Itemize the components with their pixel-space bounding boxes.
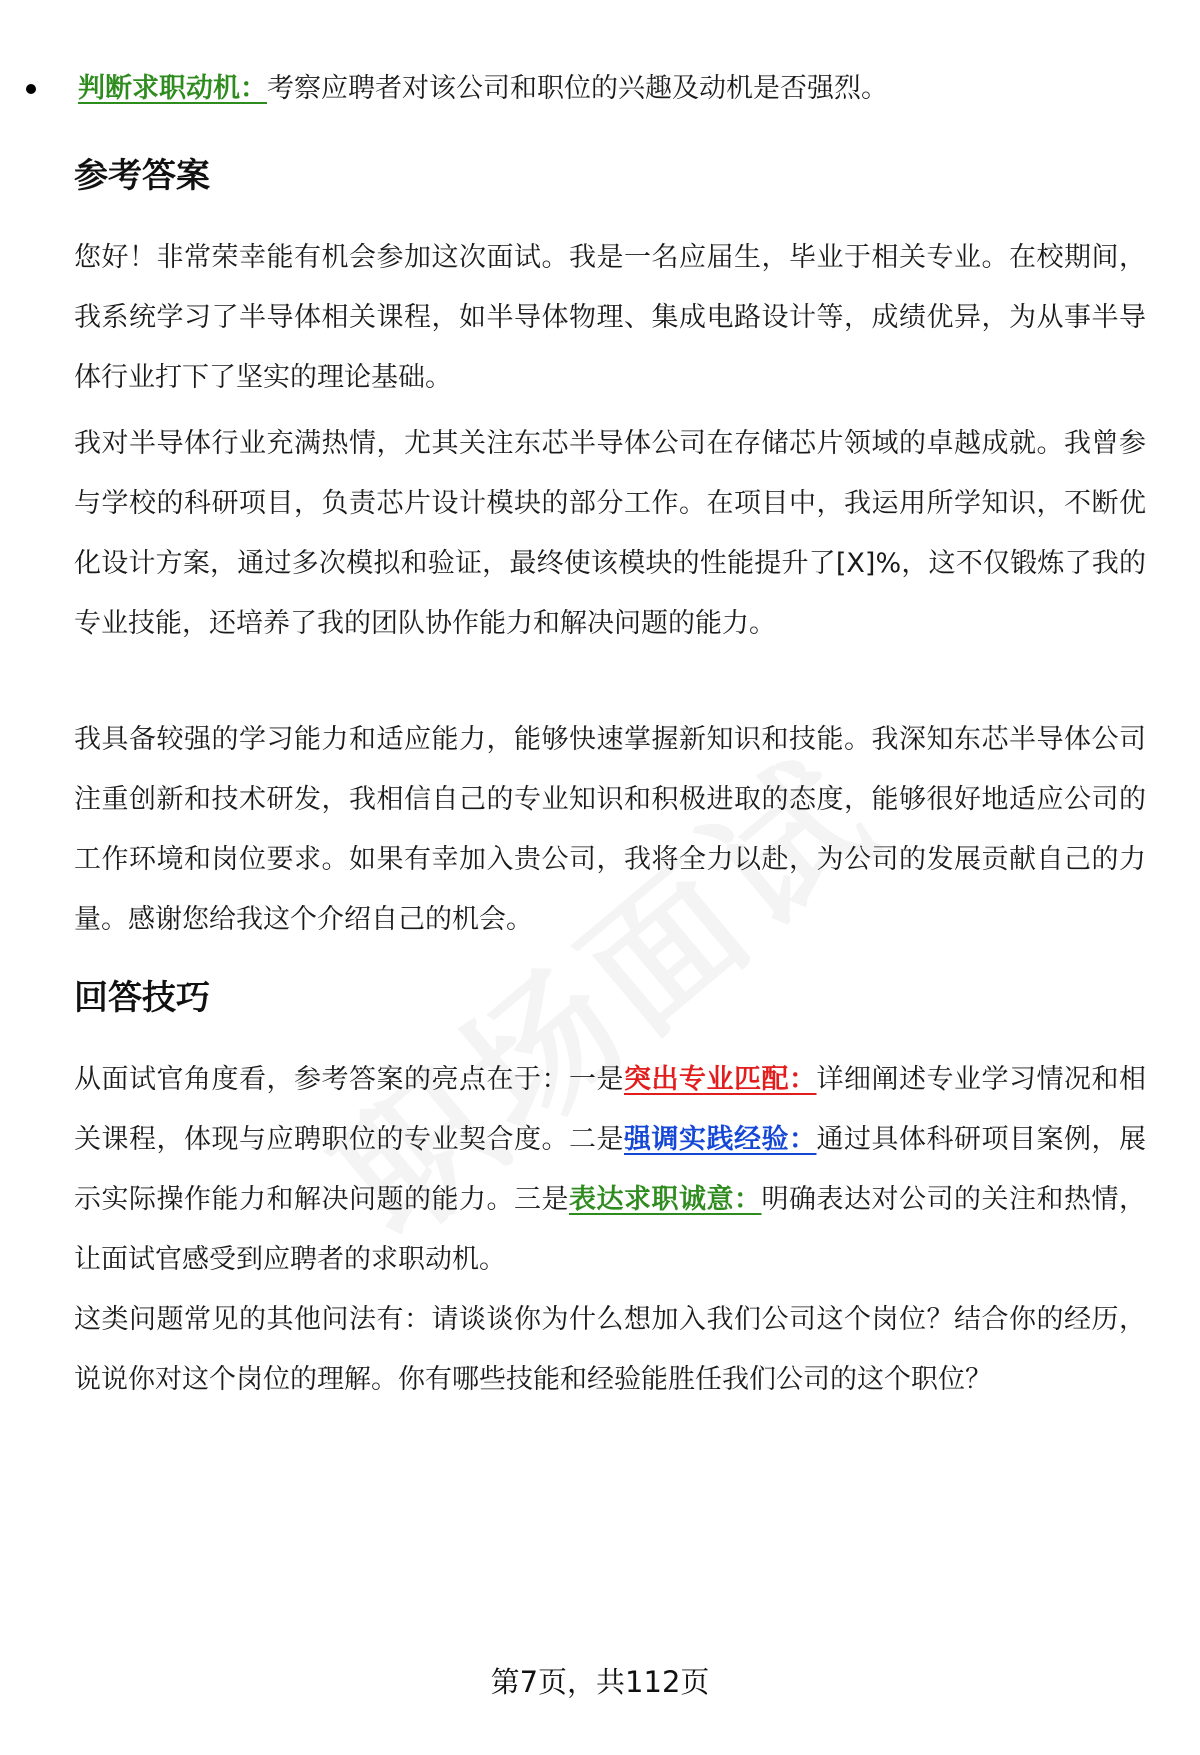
tip-text-professional-match: 详细阐述专业学习情况和相关课程，体现与应聘职位的专业契合度。二是 bbox=[74, 1064, 1146, 1155]
page-footer: 第7页，共112页 bbox=[490, 1665, 710, 1699]
tips-paragraph bbox=[74, 1050, 1146, 1290]
tips-intro: 从面试官角度看，参考答案的亮点在于：一是 bbox=[74, 1064, 624, 1095]
bullet-label: 判断求职动机： bbox=[78, 73, 267, 104]
tip-text-job-sincerity: 明确表达对公司的关注和热情，让面试官感受到应聘者的求职动机。 bbox=[74, 1184, 1146, 1275]
heading-answer-tips: 回答技巧 bbox=[74, 978, 210, 1018]
other-questions-paragraph: 这类问题常见的其他问法有：请谈谈你为什么想加入我们公司这个岗位？结合你的经历，说说你对这个岗位的理解。你有哪些技能和经验能胜任我们公司的这个职位？ bbox=[74, 1304, 1146, 1395]
answer-paragraph-1: 您好！非常荣幸能有机会参加这次面试。我是一名应届生，毕业于相关专业。在校期间，我系统学习了半导体相关课程，如半导体物理、集成电路设计等，成绩优异，为从事半导体行业打下了坚实的理论基础。 bbox=[74, 242, 1146, 393]
answer-paragraph-3: 我具备较强的学习能力和适应能力，能够快速掌握新知识和技能。我深知东芯半导体公司注重创新和技术研发，我相信自己的专业知识和积极进取的态度，能够很好地适应公司的工作环境和岗位要求。如果有幸加入贵公司，我将全力以赴，为公司的发展贡献自己的力量。感谢您给我这个介绍自己的机会。 bbox=[74, 724, 1146, 935]
tip-label-job-sincerity: 表达求职诚意： bbox=[569, 1184, 762, 1215]
bullet-dot-icon bbox=[26, 84, 36, 94]
tip-text-practical-experience: 通过具体科研项目案例，展示实际操作能力和解决问题的能力。三是 bbox=[74, 1124, 1146, 1215]
heading-reference-answer: 参考答案 bbox=[74, 156, 210, 196]
answer-paragraph-2: 我对半导体行业充满热情，尤其关注东芯半导体公司在存储芯片领域的卓越成就。我曾参与学校的科研项目，负责芯片设计模块的部分工作。在项目中，我运用所学知识，不断优化设计方案，通过多次模拟和验证，最终使该模块的性能提升了[X]%，这不仅锻炼了我的专业技能，还培养了我的团队协作能力和解决问题的能力。 bbox=[74, 428, 1146, 639]
bullet-description: 考察应聘者对该公司和职位的兴趣及动机是否强烈。 bbox=[267, 73, 888, 104]
tip-label-practical-experience: 强调实践经验： bbox=[624, 1124, 817, 1155]
bullet-text bbox=[78, 62, 888, 116]
tip-label-professional-match: 突出专业匹配： bbox=[624, 1064, 817, 1095]
